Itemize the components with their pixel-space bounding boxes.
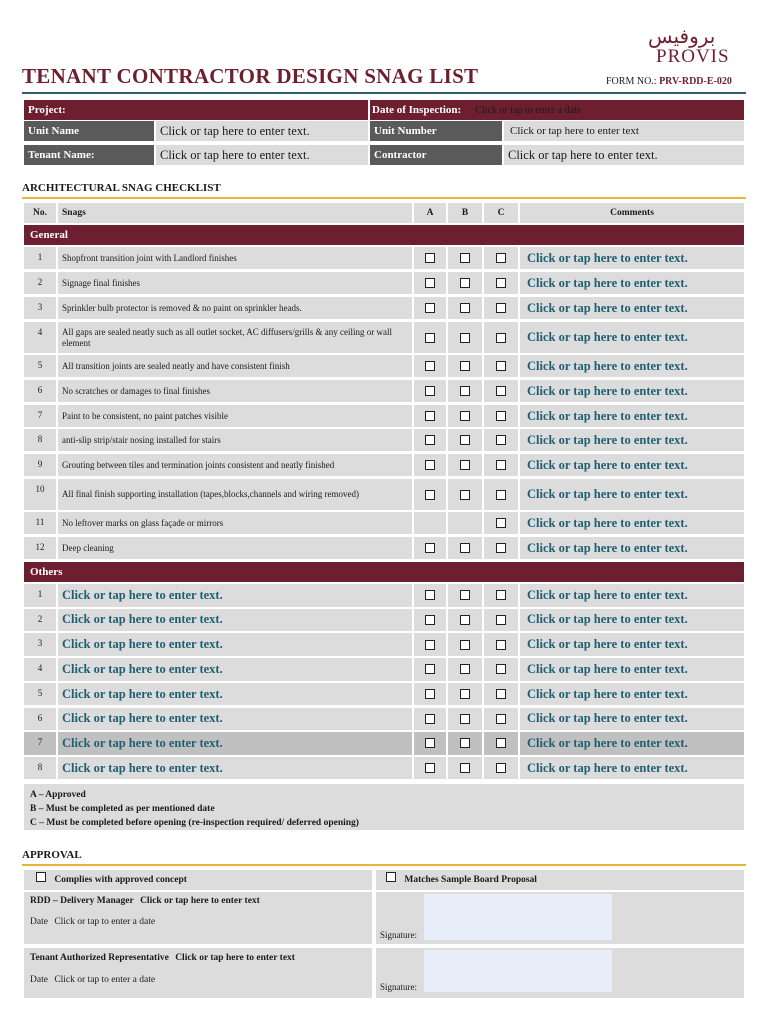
status-c-cell [484,732,518,755]
status-c-cell [484,683,518,706]
status-a-checkbox[interactable] [425,714,435,724]
status-a-checkbox[interactable] [425,333,435,343]
status-b-cell [448,609,482,632]
form-number-value: PRV-RDD-E-020 [659,76,732,87]
logo-text: PROVIS [656,46,730,67]
status-a-checkbox[interactable] [425,590,435,600]
status-b-checkbox[interactable] [460,615,470,625]
status-a-checkbox[interactable] [425,615,435,625]
comment-field[interactable] [520,272,744,294]
general-row [24,272,744,294]
page-title: TENANT CONTRACTOR DESIGN SNAG LIST [22,64,479,88]
col-snags: Snags [58,203,412,223]
snag-text [58,355,412,377]
status-c-cell [484,633,518,656]
comment-placeholder: Click or tap here to enter text. [527,540,688,555]
header-divider [22,92,746,94]
row-number: 3 [24,633,56,656]
status-c-cell [484,757,518,780]
status-b-checkbox[interactable] [460,333,470,343]
status-a-cell [414,658,446,681]
general-row [24,479,744,510]
date-inspection-cell [370,100,744,120]
snag-entry-text: Click or tap here to enter text. [62,587,223,602]
status-a-cell [414,429,446,451]
contractor-label: Contractor [370,145,502,165]
status-b-cell [448,512,482,534]
snag-label: Grouting between tiles and termination joints consistent and neatly finished [62,459,335,470]
status-b-cell [448,633,482,656]
snag-entry-field[interactable] [58,584,412,607]
comment-field[interactable] [520,454,744,476]
comment-field[interactable] [520,757,744,780]
comment-field[interactable] [520,297,744,319]
logo-arabic: بروفيس [648,26,716,48]
status-b-checkbox[interactable] [460,278,470,288]
checklist-divider [22,197,746,199]
status-a-checkbox[interactable] [425,543,435,553]
unit-name-label: Unit Name [24,121,154,141]
approval-divider [22,864,746,866]
status-a-checkbox[interactable] [425,763,435,773]
status-b-checkbox[interactable] [460,664,470,674]
status-b-checkbox[interactable] [460,435,470,445]
status-b-checkbox[interactable] [460,543,470,553]
others-row [24,584,744,607]
col-c: C [484,203,518,223]
status-a-checkbox[interactable] [425,738,435,748]
row-number: 9 [24,454,56,476]
row-number: 1 [24,247,56,269]
comment-placeholder: Click or tap here to enter text. [527,515,688,530]
row-number: 5 [24,683,56,706]
snag-label: Signage final finishes [62,277,140,288]
contractor-field[interactable]: Click or tap here to enter text. [504,145,744,165]
snag-entry-text: Click or tap here to enter text. [62,735,223,750]
snag-text [58,454,412,476]
status-a-cell [414,708,446,731]
status-c-cell [484,405,518,427]
others-row [24,732,744,755]
tenant-name-label: Tenant Name: [24,145,154,165]
row-number: 3 [24,297,56,319]
comment-placeholder: Click or tap here to enter text. [527,487,688,501]
status-a-cell [414,633,446,656]
row-number: 11 [24,512,56,534]
snag-entry-text: Click or tap here to enter text. [62,661,223,676]
checklist-heading: ARCHITECTURAL SNAG CHECKLIST [22,182,221,194]
comment-placeholder: Click or tap here to enter text. [527,637,688,652]
rdd-label: RDD – Delivery Manager [30,896,134,906]
status-c-checkbox[interactable] [496,333,506,343]
snag-label: Paint to be consistent, no paint patches visible [62,410,228,421]
snag-text [58,479,412,510]
rdd-signature-box[interactable] [424,894,612,940]
snag-label: All gaps are sealed neatly such as all outlet socket, AC diffusers/grills & any ceiling or wall element [62,326,393,348]
row-number: 6 [24,380,56,402]
row-number: 8 [24,757,56,780]
status-a-checkbox[interactable] [425,490,435,500]
status-a-cell [414,512,446,534]
rdd-date-label: Date [30,917,48,927]
status-c-checkbox[interactable] [496,664,506,674]
snag-text [58,380,412,402]
complies-label: Complies with approved concept [54,875,187,885]
general-row [24,429,744,451]
status-b-checkbox[interactable] [460,689,470,699]
status-b-checkbox[interactable] [460,303,470,313]
status-b-cell [448,454,482,476]
status-b-checkbox[interactable] [460,361,470,371]
comment-field[interactable] [520,512,744,534]
status-a-cell [414,355,446,377]
others-row [24,708,744,731]
status-c-cell [484,272,518,294]
comment-placeholder: Click or tap here to enter text. [527,587,688,602]
comment-placeholder: Click or tap here to enter text. [527,457,688,472]
status-b-checkbox[interactable] [460,763,470,773]
matches-label: Matches Sample Board Proposal [404,875,537,885]
status-c-cell [484,537,518,559]
rdd-date-row [24,912,372,944]
general-row [24,512,744,534]
status-c-checkbox[interactable] [496,615,506,625]
checklist-header-row [24,203,744,223]
form-number [606,76,732,87]
comment-placeholder: Click or tap here to enter text. [527,432,688,447]
snag-label: All transition joints are sealed neatly and have consistent finish [62,360,290,371]
matches-checkbox[interactable] [386,872,396,882]
rdd-signature-cell [376,892,744,944]
comment-field[interactable] [520,405,744,427]
unit-name-field[interactable]: Click or tap here to enter text. [156,121,368,141]
complies-checkbox-row[interactable] [24,870,372,890]
matches-checkbox-row[interactable] [376,870,744,890]
status-c-checkbox[interactable] [496,411,506,421]
status-a-checkbox[interactable] [425,411,435,421]
general-row [24,380,744,402]
row-number: 7 [24,405,56,427]
status-b-cell [448,247,482,269]
status-a-cell [414,609,446,632]
status-a-checkbox[interactable] [425,253,435,263]
rdd-signature-label: Signature: [380,930,417,940]
snag-entry-text: Click or tap here to enter text. [62,686,223,701]
project-label: Project: [24,100,368,120]
comment-field[interactable] [520,479,744,510]
status-a-checkbox[interactable] [425,435,435,445]
status-a-checkbox[interactable] [425,278,435,288]
legend-a: A – Approved [30,790,86,800]
general-row [24,537,744,559]
status-b-checkbox[interactable] [460,640,470,650]
status-c-checkbox[interactable] [496,361,506,371]
col-no: No. [24,203,56,223]
status-c-checkbox[interactable] [496,543,506,553]
comment-field[interactable] [520,247,744,269]
status-a-cell [414,732,446,755]
comment-placeholder: Click or tap here to enter text. [527,250,688,265]
row-number: 6 [24,708,56,731]
rdd-date-field[interactable]: Click or tap to enter a date [54,917,156,927]
comment-placeholder: Click or tap here to enter text. [527,300,688,315]
status-b-cell [448,708,482,731]
status-c-cell [484,322,518,353]
comment-field[interactable] [520,380,744,402]
status-c-cell [484,658,518,681]
status-b-checkbox[interactable] [460,590,470,600]
status-c-cell [484,454,518,476]
comment-field[interactable] [520,683,744,706]
status-a-cell [414,272,446,294]
status-c-checkbox[interactable] [496,386,506,396]
status-a-cell [414,322,446,353]
status-b-checkbox[interactable] [460,253,470,263]
row-number: 4 [24,322,56,353]
others-row [24,757,744,780]
status-a-cell [414,584,446,607]
others-row [24,633,744,656]
comment-placeholder: Click or tap here to enter text. [527,711,688,726]
status-c-cell [484,512,518,534]
status-b-checkbox[interactable] [460,738,470,748]
snag-text [58,512,412,534]
snag-entry-field[interactable] [58,683,412,706]
row-number: 2 [24,272,56,294]
status-c-checkbox[interactable] [496,640,506,650]
snag-entry-text: Click or tap here to enter text. [62,612,223,627]
snag-label: No leftover marks on glass façade or mirrors [62,517,224,528]
comment-placeholder: Click or tap here to enter text. [527,661,688,676]
date-inspection-label: Date of Inspection: [372,104,462,116]
status-c-cell [484,380,518,402]
legend [24,784,744,830]
status-b-cell [448,272,482,294]
comment-placeholder: Click or tap here to enter text. [527,735,688,750]
status-c-cell [484,479,518,510]
status-c-cell [484,297,518,319]
status-b-cell [448,297,482,319]
row-number: 5 [24,355,56,377]
status-a-cell [414,247,446,269]
snag-text [58,297,412,319]
snag-text [58,405,412,427]
snag-text [58,247,412,269]
snag-entry-field[interactable] [58,633,412,656]
status-c-checkbox[interactable] [496,518,506,528]
status-a-checkbox[interactable] [425,386,435,396]
complies-checkbox[interactable] [36,872,46,882]
status-c-checkbox[interactable] [496,763,506,773]
general-row [24,454,744,476]
status-b-cell [448,658,482,681]
status-b-checkbox[interactable] [460,460,470,470]
tenant-date-row [24,970,372,998]
snag-label: Deep cleaning [62,542,114,553]
snag-entry-field[interactable] [58,757,412,780]
status-a-checkbox[interactable] [425,361,435,371]
status-c-checkbox[interactable] [496,738,506,748]
status-b-cell [448,322,482,353]
col-comments: Comments [520,203,744,223]
status-b-checkbox[interactable] [460,490,470,500]
status-a-cell [414,757,446,780]
status-c-checkbox[interactable] [496,714,506,724]
comment-placeholder: Click or tap here to enter text. [527,330,688,344]
status-c-cell [484,355,518,377]
status-b-cell [448,537,482,559]
form-number-label: FORM NO.: [606,76,657,87]
comment-field[interactable] [520,609,744,632]
status-a-checkbox[interactable] [425,664,435,674]
others-row [24,609,744,632]
snag-entry-field[interactable] [58,732,412,755]
tenant-date-field[interactable]: Click or tap to enter a date [54,975,156,985]
status-c-cell [484,708,518,731]
row-number: 4 [24,658,56,681]
legend-c: C – Must be completed before opening (re-inspection required/ deferred opening) [30,818,359,828]
status-b-cell [448,732,482,755]
status-c-checkbox[interactable] [496,278,506,288]
tenant-signature-label: Signature: [380,982,417,992]
tenant-date-label: Date [30,975,48,985]
status-c-checkbox[interactable] [496,253,506,263]
snag-label: No scratches or damages to final finishes [62,385,210,396]
status-c-cell [484,429,518,451]
tenant-rep-field[interactable]: Click or tap here to enter text [175,953,295,963]
comment-placeholder: Click or tap here to enter text. [527,383,688,398]
snag-entry-text: Click or tap here to enter text. [62,760,223,775]
general-row [24,297,744,319]
snag-label: Sprinkler bulb protector is removed & no paint on sprinkler heads. [62,302,302,313]
snag-label: Shopfront transition joint with Landlord finishes [62,252,237,263]
status-a-checkbox[interactable] [425,689,435,699]
status-c-checkbox[interactable] [496,435,506,445]
status-c-cell [484,247,518,269]
status-a-cell [414,380,446,402]
status-c-cell [484,609,518,632]
snag-label: All final finish supporting installation (tapes,blocks,channels and wiring removed) [62,489,359,499]
status-c-checkbox[interactable] [496,303,506,313]
tenant-name-field[interactable]: Click or tap here to enter text. [156,145,368,165]
tenant-signature-box[interactable] [424,950,612,992]
status-b-cell [448,429,482,451]
comment-field[interactable] [520,732,744,755]
status-a-cell [414,479,446,510]
comment-placeholder: Click or tap here to enter text. [527,686,688,701]
general-row [24,247,744,269]
status-b-checkbox[interactable] [460,411,470,421]
snag-entry-text: Click or tap here to enter text. [62,637,223,652]
row-number: 10 [24,479,56,510]
status-b-cell [448,405,482,427]
status-a-cell [414,683,446,706]
rdd-field[interactable]: Click or tap here to enter text [140,896,260,906]
comment-placeholder: Click or tap here to enter text. [527,760,688,775]
unit-number-label: Unit Number [370,121,502,141]
comment-field[interactable] [520,633,744,656]
status-b-cell [448,380,482,402]
date-inspection-field[interactable]: Click or tap to enter a date [475,105,582,116]
status-b-cell [448,479,482,510]
general-row [24,405,744,427]
status-b-cell [448,355,482,377]
others-row [24,658,744,681]
snag-entry-field[interactable] [58,658,412,681]
snag-text [58,272,412,294]
snag-text [58,537,412,559]
status-b-cell [448,683,482,706]
comment-field[interactable] [520,537,744,559]
comment-placeholder: Click or tap here to enter text. [527,612,688,627]
rdd-row [24,892,372,912]
status-c-checkbox[interactable] [496,590,506,600]
comment-placeholder: Click or tap here to enter text. [527,408,688,423]
status-b-checkbox[interactable] [460,386,470,396]
snag-text [58,322,412,353]
others-section-header: Others [24,562,744,582]
comment-field[interactable] [520,584,744,607]
comment-field[interactable] [520,708,744,731]
comment-field[interactable] [520,322,744,353]
legend-b: B – Must be completed as per mentioned date [30,804,215,814]
status-b-checkbox[interactable] [460,714,470,724]
status-c-checkbox[interactable] [496,689,506,699]
comment-placeholder: Click or tap here to enter text. [527,358,688,373]
general-section-header: General [24,225,744,245]
comment-placeholder: Click or tap here to enter text. [527,275,688,290]
snag-entry-text: Click or tap here to enter text. [62,711,223,726]
status-a-cell [414,297,446,319]
status-c-checkbox[interactable] [496,460,506,470]
snag-entry-field[interactable] [58,708,412,731]
snag-entry-field[interactable] [58,609,412,632]
status-c-cell [484,584,518,607]
approval-heading: APPROVAL [22,849,82,861]
row-number: 8 [24,429,56,451]
row-number: 12 [24,537,56,559]
row-number: 2 [24,609,56,632]
others-row [24,683,744,706]
tenant-rep-label: Tenant Authorized Representative [30,953,169,963]
status-b-cell [448,757,482,780]
status-a-cell [414,537,446,559]
comment-field[interactable] [520,429,744,451]
general-row [24,322,744,353]
status-a-cell [414,405,446,427]
status-b-cell [448,584,482,607]
row-number: 1 [24,584,56,607]
snag-label: anti-slip strip/stair nosing installed for stairs [62,434,221,445]
col-a: A [414,203,446,223]
status-a-checkbox[interactable] [425,640,435,650]
snag-text [58,429,412,451]
general-row [24,355,744,377]
tenant-signature-cell [376,948,744,998]
status-a-checkbox[interactable] [425,303,435,313]
status-a-checkbox[interactable] [425,460,435,470]
comment-field[interactable] [520,658,744,681]
status-c-checkbox[interactable] [496,490,506,500]
status-a-cell [414,454,446,476]
comment-field[interactable] [520,355,744,377]
unit-number-field[interactable]: Click or tap here to enter text [504,121,744,141]
col-b: B [448,203,482,223]
tenant-rep-row [24,948,372,970]
row-number: 7 [24,732,56,755]
